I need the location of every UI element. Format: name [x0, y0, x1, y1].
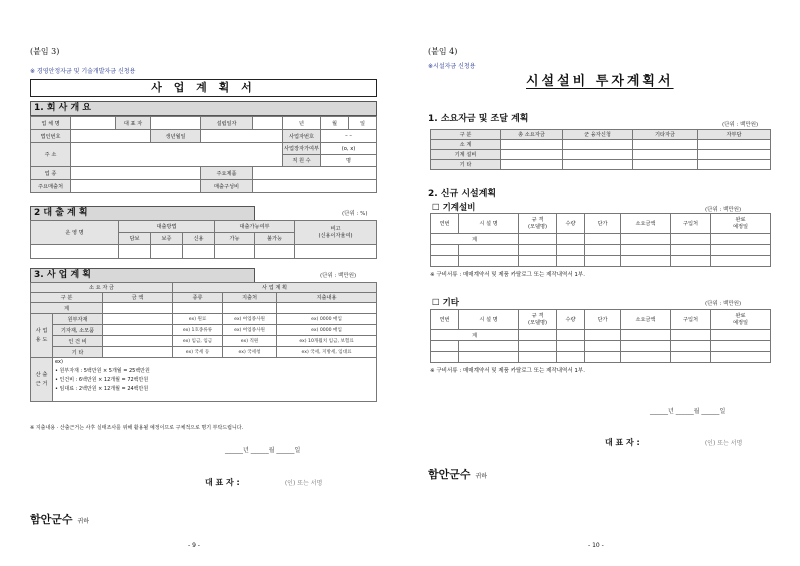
cell: 계	[431, 330, 519, 341]
cell: 종류	[173, 293, 223, 303]
cell: ex) 직원	[223, 336, 277, 347]
cell: 수량	[557, 310, 585, 330]
cell: 시 설 명	[459, 214, 519, 234]
input-cell[interactable]	[633, 140, 698, 150]
annex-label: (붙임 3)	[30, 47, 60, 56]
annex-label: (붙임 4)	[428, 47, 458, 56]
cell: ex) 국세, 지방세, 임대료	[277, 347, 377, 358]
input-cell[interactable]	[501, 160, 563, 170]
input-cell[interactable]	[31, 245, 119, 259]
cell: 산 출 근 거	[31, 358, 53, 402]
cell: 주요매출처	[31, 180, 71, 193]
cell: 설립일자	[201, 117, 253, 130]
basis-line: ex)	[55, 359, 63, 365]
input-cell[interactable]	[295, 245, 377, 259]
cell: 총 소요자금	[501, 130, 563, 140]
addressee-suffix: 귀하	[475, 473, 488, 480]
cell: 월	[321, 117, 349, 130]
right-page	[400, 0, 800, 566]
addressee-name: 함안군수	[428, 468, 471, 481]
cell: 소요금액	[621, 214, 671, 234]
cell: 대출가능여부	[215, 221, 295, 233]
machinery-table	[430, 213, 771, 267]
cell: 업 체 명	[31, 117, 71, 130]
date-year: 년	[668, 408, 674, 415]
cell: 대 표 자	[116, 117, 151, 130]
cell: 인 건 비	[53, 336, 103, 347]
footnote: ※ 구비서류 : 매매계약서 및 제품 카탈로그 또는 제작내역서 1부.	[430, 368, 585, 374]
cell: 계	[31, 303, 103, 314]
cell: 계	[431, 234, 519, 245]
cell: 주 소	[31, 143, 71, 167]
input-cell[interactable]	[698, 150, 771, 160]
cell: 비고 (신용이자율여)	[295, 221, 377, 245]
cell: 금 액	[103, 293, 173, 303]
rep-label: 대 표 자 :	[205, 478, 240, 487]
cell: 기자재, 소모품	[53, 325, 103, 336]
company-table	[30, 116, 377, 193]
date-line: ______년 ______월 ______일	[225, 447, 301, 454]
sign-stamp[interactable]: (인) 또는 서명	[284, 480, 323, 487]
input-cell[interactable]	[71, 143, 283, 167]
date-line: ______년 ______월 ______일	[650, 408, 726, 415]
loan-table	[30, 220, 377, 259]
input-cell[interactable]	[633, 150, 698, 160]
input-cell[interactable]	[698, 160, 771, 170]
cell: 자부담	[698, 130, 771, 140]
input-cell[interactable]	[633, 160, 698, 170]
cell: 수량	[557, 214, 585, 234]
input-cell[interactable]	[698, 140, 771, 150]
cell: 완료 예정일	[711, 214, 771, 234]
basis-line: • 인건비 : 6백만원 × 12개월 = 72백만원	[55, 377, 149, 383]
cell: 기계 설비	[431, 150, 501, 160]
usage-note: ※시설자금 신청용	[428, 63, 476, 70]
cell: 가능	[215, 233, 255, 245]
date-day: 일	[294, 447, 301, 454]
cell: 소요금액	[621, 310, 671, 330]
cell: 규 격 (모델명)	[519, 310, 557, 330]
page-number: - 10 -	[588, 542, 604, 549]
cell: 원부자재	[53, 314, 103, 325]
cell: 일	[349, 117, 377, 130]
other-table	[430, 309, 771, 363]
input-cell[interactable]	[501, 150, 563, 160]
input-cell[interactable]	[103, 325, 173, 336]
cell: 구 분	[31, 293, 103, 303]
footnote: ※ 구비서류 : 매매계약서 및 제품 카탈로그 또는 제작내역서 1부.	[430, 272, 585, 278]
cell: 담보	[119, 233, 151, 245]
input-cell[interactable]	[183, 245, 215, 259]
input-cell[interactable]	[103, 347, 173, 358]
input-cell[interactable]	[563, 160, 633, 170]
cell: 법인번호	[31, 130, 71, 143]
cell: 명	[321, 155, 377, 167]
cell: 단가	[585, 214, 621, 234]
rep-line	[605, 430, 742, 449]
cell: 신용	[183, 233, 215, 245]
section-funding: 1. 소요자금 및 조달 계획	[428, 114, 529, 124]
unit-label: (단위 : 백만원)	[705, 301, 742, 307]
cell: 연번	[431, 310, 459, 330]
cell: 사업자번호	[283, 130, 321, 143]
section-new-facility: 2. 신규 시설계획	[428, 189, 497, 199]
cell: ex) 국세 등	[173, 347, 223, 358]
cell: ex) 여업종사원	[223, 325, 277, 336]
rep-line	[205, 470, 322, 489]
cell: 사 업 계 획	[173, 283, 377, 293]
input-cell[interactable]	[255, 245, 295, 259]
cell: 직 원 수	[283, 155, 321, 167]
input-cell[interactable]	[71, 130, 151, 143]
input-cell[interactable]	[563, 150, 633, 160]
cell: 운 영 명	[31, 221, 119, 245]
input-cell[interactable]	[103, 303, 173, 314]
cell: ex) 0000 매입	[277, 314, 377, 325]
cell: 년	[283, 117, 321, 130]
addressee	[428, 463, 487, 482]
section-plan: 3. 사 업 계 획	[30, 268, 255, 283]
funding-table	[430, 129, 771, 170]
section-company: 1. 회 사 개 요	[30, 101, 377, 116]
page-number: - 9 -	[188, 542, 200, 549]
input-cell[interactable]	[119, 245, 151, 259]
addressee-name: 함안군수	[30, 513, 73, 526]
unit-label: (단위 : 백만원)	[722, 122, 759, 128]
input-cell[interactable]	[103, 314, 173, 325]
form-title: 시설설비 투자계획서	[526, 74, 674, 89]
input-cell[interactable]	[563, 140, 633, 150]
cell: 사 업 용 도	[31, 314, 53, 358]
cell: 업 종	[31, 167, 71, 180]
basis-cell[interactable]	[53, 358, 377, 402]
input-cell[interactable]	[151, 245, 183, 259]
input-cell[interactable]	[71, 167, 201, 180]
subsection-machinery: ☐ 기계설비	[432, 203, 476, 213]
cell: – –	[321, 130, 377, 143]
cell: 대출방법	[119, 221, 215, 233]
input-cell[interactable]	[71, 180, 201, 193]
input-cell[interactable]	[253, 117, 283, 130]
form-title: 사 업 계 획 서	[30, 79, 377, 97]
cell: 소 요 자 금	[31, 283, 173, 293]
cell: 규 격 (모델명)	[519, 214, 557, 234]
cell: ex) 10개월치 임금, 보험료	[277, 336, 377, 347]
input-cell[interactable]	[201, 130, 283, 143]
cell: ex) 임금, 임금	[173, 336, 223, 347]
cell: 주요제품	[201, 167, 253, 180]
cell: 지출내용	[277, 293, 377, 303]
cell: 구입처	[671, 310, 711, 330]
cell: 시 설 명	[459, 310, 519, 330]
footnote: ※ 지출내용 · 산출근거는 사후 실태조사를 위해 활용될 예정이므로 구체적으로 명기 부탁드립니다.	[30, 425, 244, 431]
cell: 소 계	[431, 140, 501, 150]
cell: ex) 국세청	[223, 347, 277, 358]
cell: 매출구성비	[201, 180, 253, 193]
cell: ex) 0000 매입	[277, 325, 377, 336]
date-year: 년	[243, 447, 249, 454]
unit-label: (단위 : 백만원)	[705, 207, 742, 213]
unit-label: (단위 : %)	[342, 211, 368, 217]
cell: ex) 여업종사원	[223, 314, 277, 325]
plan-table	[30, 282, 377, 402]
cell: 불가능	[255, 233, 295, 245]
cell: 기타자금	[633, 130, 698, 140]
cell: 구입처	[671, 214, 711, 234]
cell: 단가	[585, 310, 621, 330]
cell: 보증	[151, 233, 183, 245]
cell: 완료 예정일	[711, 310, 771, 330]
cell: ex) 원료	[173, 314, 223, 325]
cell: 생년월일	[151, 130, 201, 143]
unit-label: (단위 : 백만원)	[320, 273, 357, 279]
cell: 기 타	[431, 160, 501, 170]
basis-line: • 원부자재 : 5백만원 × 5개월 = 25백만원	[55, 368, 150, 374]
input-cell[interactable]	[253, 167, 377, 180]
addressee-suffix: 귀하	[77, 518, 90, 525]
input-cell[interactable]	[151, 117, 201, 130]
input-cell[interactable]	[501, 140, 563, 150]
section-loan: 2 대 출 계 획	[30, 206, 255, 221]
usage-note: ※ 경영안정자금 및 기술개발자금 신청용	[30, 68, 136, 75]
cell: (o, x)	[321, 143, 377, 155]
cell: ex) 1호종류류	[173, 325, 223, 336]
date-month: 월	[268, 447, 275, 454]
cell: 지출처	[223, 293, 277, 303]
input-cell[interactable]	[71, 117, 116, 130]
date-day: 일	[719, 408, 726, 415]
input-cell[interactable]	[215, 245, 255, 259]
addressee	[30, 508, 89, 527]
cell: 구 분	[431, 130, 501, 140]
cell: 사업장자가여부	[283, 143, 321, 155]
input-cell[interactable]	[253, 180, 377, 193]
rep-label: 대 표 자 :	[605, 438, 640, 447]
basis-line: • 임대료 : 2백만원 × 12개월 = 24백만원	[55, 386, 149, 392]
cell: 군 융자신청	[563, 130, 633, 140]
sign-stamp[interactable]: (인) 또는 서명	[704, 440, 743, 447]
date-month: 월	[693, 408, 700, 415]
cell: 기 타	[53, 347, 103, 358]
input-cell[interactable]	[103, 336, 173, 347]
subsection-other: ☐ 기타	[432, 298, 460, 308]
cell: 연번	[431, 214, 459, 234]
